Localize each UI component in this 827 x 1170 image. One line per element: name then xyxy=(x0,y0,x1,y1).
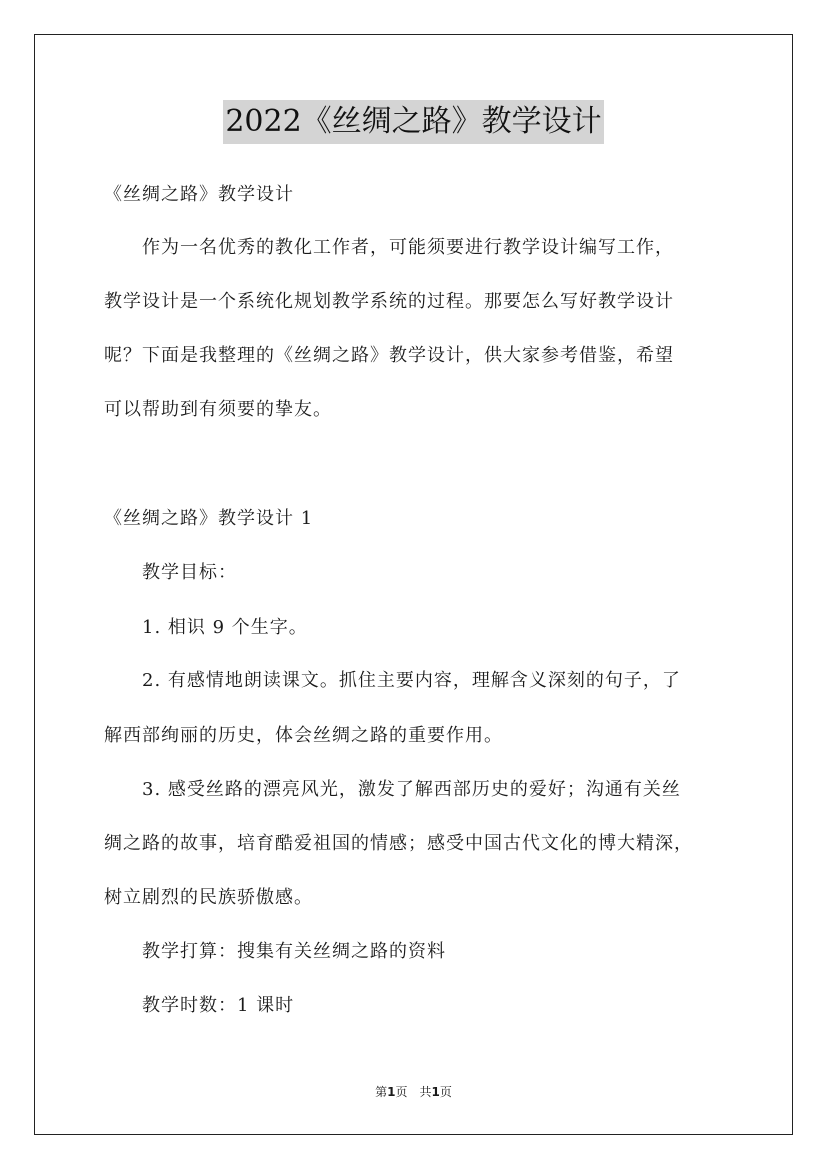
prep-line: 教学打算：搜集有关丝绸之路的资料 xyxy=(142,941,446,962)
goals-label: 教学目标： xyxy=(142,562,237,583)
intro-line-3: 呢？下面是我整理的《丝绸之路》教学设计，供大家参考借鉴，希望 xyxy=(104,345,674,366)
goal-2-line-1: 2. 有感情地朗读课文。抓住主要内容，理解含义深刻的句子，了 xyxy=(142,670,681,691)
page-total: 1 xyxy=(431,1085,440,1099)
page-number: 1 xyxy=(387,1085,396,1099)
goal-2-line-2: 解西部绚丽的历史，体会丝绸之路的重要作用。 xyxy=(104,725,503,746)
goal-3-line-1: 3. 感受丝路的漂亮风光，激发了解西部历史的爱好；沟通有关丝 xyxy=(142,779,681,800)
intro-line-4: 可以帮助到有须要的挚友。 xyxy=(104,399,332,420)
page-prefix: 第 xyxy=(375,1085,388,1099)
document-title-wrap xyxy=(0,100,827,144)
intro-line-2: 教学设计是一个系统化规划教学系统的过程。那要怎么写好教学设计 xyxy=(104,291,674,312)
hours-line: 教学时数：1 课时 xyxy=(142,995,295,1016)
section-heading: 《丝绸之路》教学设计 1 xyxy=(104,508,314,529)
intro-line-1: 作为一名优秀的教化工作者，可能须要进行教学设计编写工作， xyxy=(142,237,674,258)
goal-3-line-3: 树立剧烈的民族骄傲感。 xyxy=(104,887,313,908)
page-suffix: 页 xyxy=(439,1085,452,1099)
page-mid: 页 共 xyxy=(395,1085,432,1099)
document-title: 2022《丝绸之路》教学设计 xyxy=(223,100,603,144)
goal-1: 1. 相识 9 个生字。 xyxy=(142,617,308,638)
goal-3-line-2: 绸之路的故事，培育酷爱祖国的情感；感受中国古代文化的博大精深， xyxy=(104,833,693,854)
subtitle: 《丝绸之路》教学设计 xyxy=(104,184,294,205)
page-footer xyxy=(0,1083,827,1101)
